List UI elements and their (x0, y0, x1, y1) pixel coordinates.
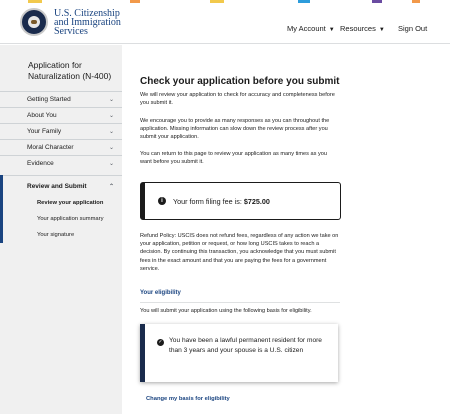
chevron-down-icon: ⌄ (108, 97, 114, 103)
info-icon: i (158, 197, 166, 205)
chevron-down-icon: ▼ (378, 27, 385, 33)
sidebar-subitem-application-summary[interactable]: Your application summary (37, 216, 104, 222)
sidebar-item-evidence[interactable]: Evidence ⌄ (0, 155, 122, 171)
sidebar-nav (0, 91, 122, 243)
agency-name[interactable]: U.S. Citizenship and Immigration Services (54, 8, 121, 37)
filing-fee-alert (140, 182, 341, 220)
page-title: Check your application before you submit (140, 76, 340, 87)
eligibility-basis-card (140, 324, 338, 382)
sidebar-subitem-review-your-application[interactable]: Review your application (37, 200, 104, 206)
resources-menu[interactable]: Resources ▼ (340, 24, 385, 33)
sidebar-item-your-family[interactable]: Your Family ⌄ (0, 123, 122, 139)
change-eligibility-link[interactable]: Change my basis for eligibility (146, 396, 230, 402)
sidebar (0, 45, 122, 414)
sidebar-item-review-and-submit[interactable]: Review and Submit ⌃ (3, 175, 122, 195)
encourage-paragraph: We encourage you to provide as many responses as you can throughout the application. Missing information can slow down the review process after you submit your application. (140, 118, 330, 141)
sign-out-link[interactable]: Sign Out (398, 24, 428, 33)
sidebar-item-moral-character[interactable]: Moral Character ⌄ (0, 139, 122, 155)
chevron-down-icon: ⌄ (108, 113, 114, 119)
sidebar-subitem-your-signature[interactable]: Your signature (37, 232, 75, 238)
refund-policy-text: Refund Policy: USCIS does not refund fees, regardless of any action we take on your application, petition or request, or how long USCIS takes to reach a decision. By continuing this transaction, you acknowledge that you must submit fees in the exact amount and that you are paying the fees for a government service. (140, 233, 339, 272)
chevron-down-icon: ⌄ (108, 145, 114, 151)
chevron-down-icon: ▼ (328, 27, 335, 33)
dhs-seal-logo[interactable] (20, 8, 48, 36)
my-account-menu[interactable]: My Account ▼ (287, 24, 335, 33)
chevron-down-icon: ⌄ (108, 161, 114, 167)
eligibility-intro: You will submit your application using the following basis for eligibility. (140, 308, 312, 314)
fee-text: Your form filing fee is: $725.00 (173, 197, 270, 206)
main-content (122, 45, 450, 414)
eligibility-basis-text: You have been a lawful permanent resident for more than 3 years and your spouse is a U.S. citizen (169, 337, 322, 354)
chevron-down-icon: ⌄ (108, 129, 114, 135)
chevron-up-icon: ⌃ (108, 184, 114, 190)
sidebar-item-getting-started[interactable]: Getting Started ⌄ (0, 91, 122, 107)
check-circle-icon: ✓ (158, 339, 163, 345)
divider (140, 302, 340, 303)
return-paragraph: You can return to this page to review your application as many times as you want before you submit it. (140, 151, 327, 166)
sidebar-title: Application for Naturalization (N-400) (28, 60, 112, 81)
fee-amount: $725.00 (243, 197, 270, 206)
intro-paragraph: We will review your application to check for accuracy and completeness before you submit it. (140, 92, 335, 107)
site-header (0, 4, 450, 44)
sidebar-item-about-you[interactable]: About You ⌄ (0, 107, 122, 123)
eligibility-heading: Your eligibility (140, 290, 181, 296)
sidebar-group-review (0, 175, 122, 243)
